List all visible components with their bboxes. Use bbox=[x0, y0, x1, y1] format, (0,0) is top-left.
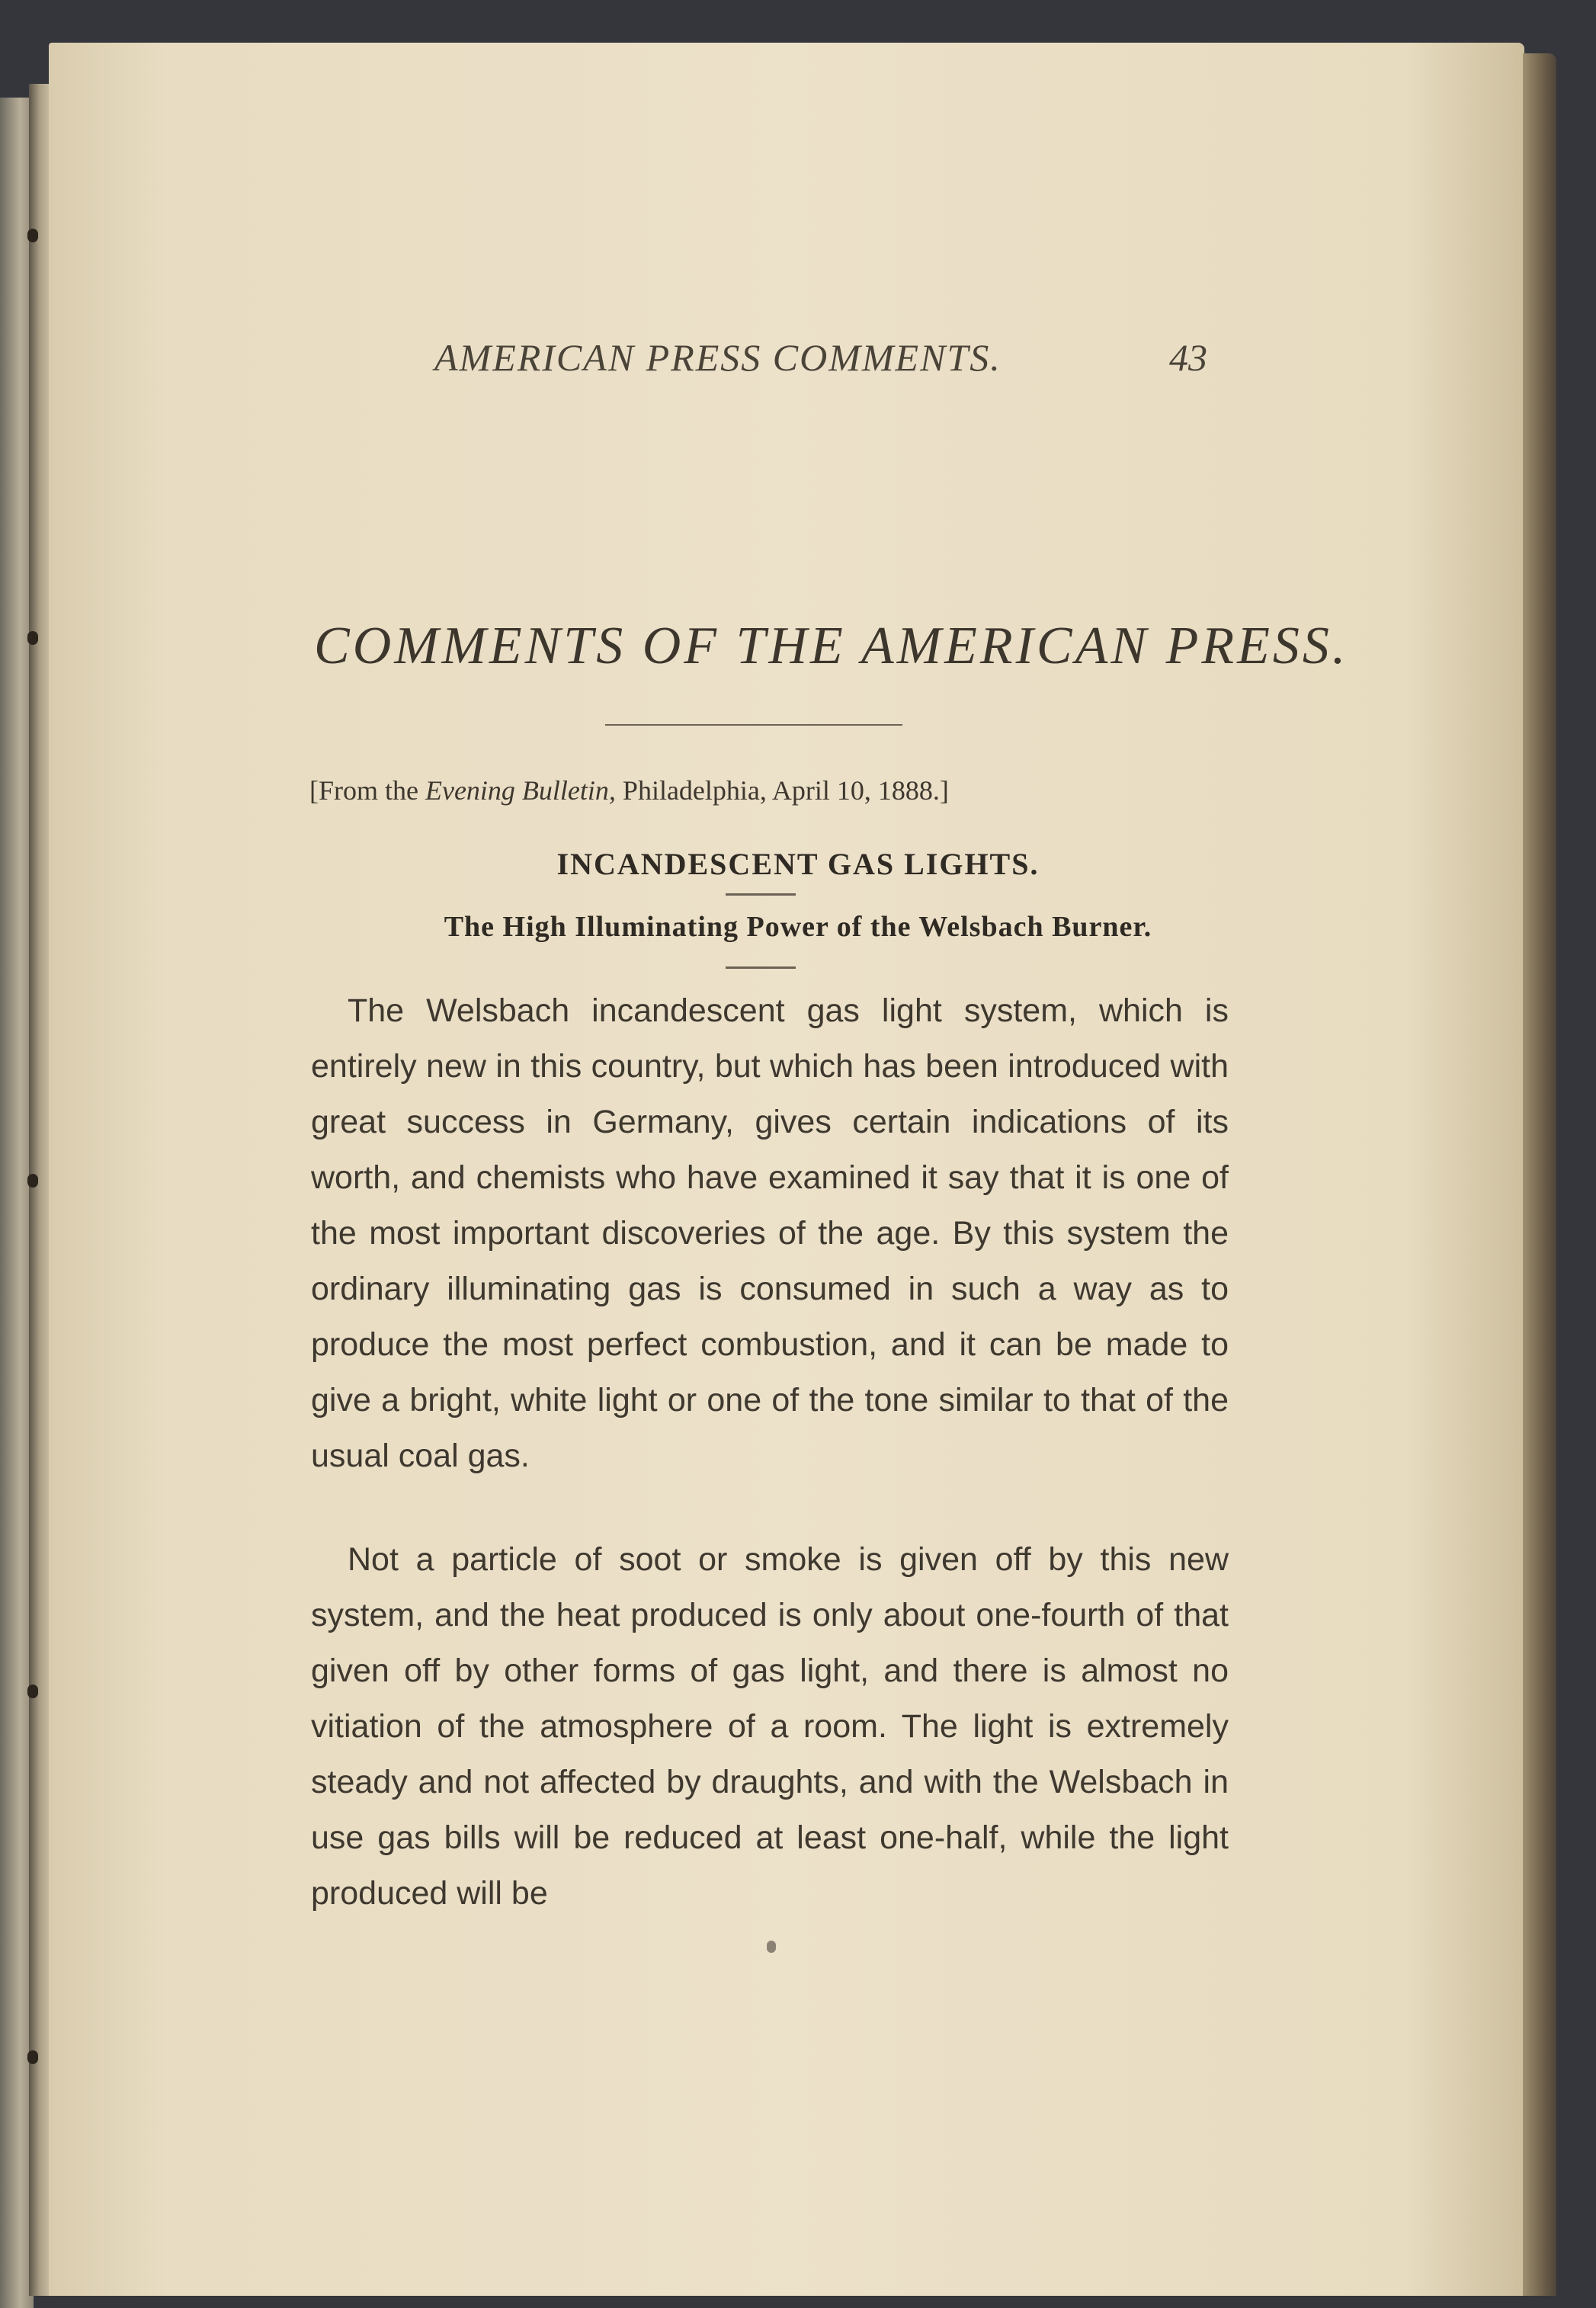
subheadline-rule bbox=[726, 966, 796, 969]
source-publication: Evening Bulletin, bbox=[425, 775, 616, 806]
article-subheadline: The High Illuminating Power of the Welsbach Burner. bbox=[444, 911, 1152, 943]
binding-stitch bbox=[27, 2050, 38, 2064]
binding-stitch bbox=[27, 1685, 38, 1698]
body-paragraph: The Welsbach incandescent gas light system, which is entirely new in this country, but which has been introduced with great success in Germany, gives certain indications of its worth, and chemists who have examined it say that it is one of the most important discoveries of the age. By this system the ordinary illuminating gas is consumed in such a way as to produce the most perfect combustion, and it can be made to give a bright, white light or one of the tone similar to that of the usual coal gas. bbox=[311, 992, 1229, 1474]
source-citation bbox=[309, 774, 1300, 806]
binding-stitch bbox=[27, 229, 38, 242]
headline-rule bbox=[726, 893, 796, 896]
page-number: 43 bbox=[1169, 336, 1207, 379]
section-title: COMMENTS OF THE AMERICAN PRESS. bbox=[314, 617, 1349, 675]
article-headline: INCANDESCENT GAS LIGHTS. bbox=[556, 847, 1040, 881]
page-block-edge bbox=[1523, 53, 1556, 2296]
source-open: [From the bbox=[309, 775, 418, 806]
binding-stitch bbox=[27, 631, 38, 645]
binding-stitch bbox=[27, 1174, 38, 1188]
ink-smudge bbox=[767, 1941, 776, 1953]
running-head: AMERICAN PRESS COMMENTS. bbox=[434, 336, 1002, 379]
title-rule bbox=[605, 724, 902, 726]
body-paragraph: Not a particle of soot or smoke is given off by this new system, and the heat produced is only about one-fourth of that given off by other forms of gas light, and there is almost no vitiation of the atmosphere of a room. The light is extremely steady and not affected by draughts, and with the Welsbach in use gas bills will be reduced at least one-half, while the light produced will be bbox=[311, 1541, 1229, 1912]
source-details: Philadelphia, April 10, 1888.] bbox=[622, 775, 949, 806]
